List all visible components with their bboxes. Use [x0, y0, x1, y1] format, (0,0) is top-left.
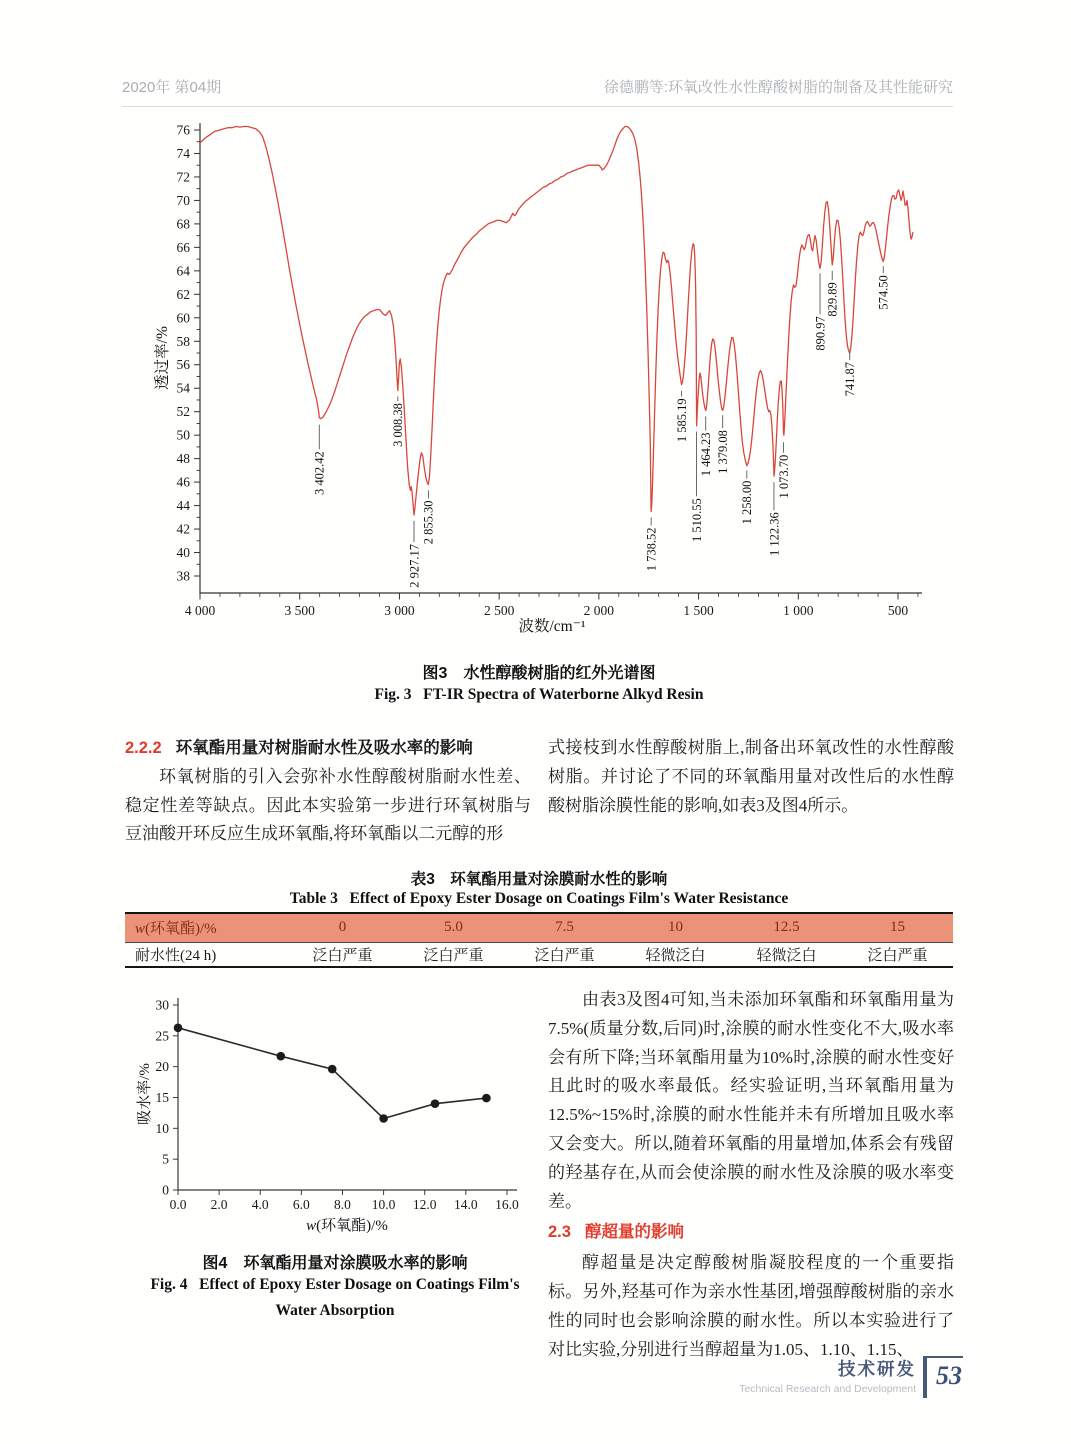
svg-text:1 585.19: 1 585.19 [674, 398, 689, 443]
section-number: 2.3 [548, 1223, 571, 1242]
table3-cell: 耐水性(24 h) [135, 947, 217, 964]
svg-text:1 500: 1 500 [683, 603, 714, 618]
svg-text:500: 500 [887, 603, 909, 618]
svg-text:2.0: 2.0 [210, 1197, 228, 1212]
footer-section-zh: 技术研发 [838, 1359, 916, 1379]
svg-text:3 500: 3 500 [284, 603, 315, 618]
svg-text:20: 20 [155, 1059, 169, 1075]
table3-title-zh: 表3 环氧酯用量对涂膜耐水性的影响 [410, 871, 668, 888]
svg-text:48: 48 [176, 451, 190, 467]
section-2-3-heading [548, 1218, 954, 1247]
right-column-bottom [548, 986, 954, 1364]
svg-text:829.89: 829.89 [825, 282, 840, 317]
svg-text:吸水率/%: 吸水率/% [137, 1063, 153, 1125]
svg-text:透过率/%: 透过率/% [154, 326, 171, 390]
fig3-caption-zh: 图3 水性醇酸树脂的红外光谱图 [422, 665, 656, 682]
table3-wrapper [125, 912, 953, 968]
footer-section-en: Technical Research and Development [739, 1383, 916, 1395]
page-footer [739, 1356, 962, 1398]
table3-header-value: 0 [338, 919, 347, 936]
left-column-top [125, 734, 531, 849]
table3-cell: 泛白严重 [534, 947, 595, 964]
svg-text:12.0: 12.0 [412, 1197, 437, 1212]
footer-divider-bar [923, 1356, 927, 1398]
svg-text:5: 5 [162, 1151, 169, 1167]
svg-text:74: 74 [176, 145, 190, 161]
table3-header-label: w(环氧酯)/% [135, 921, 217, 938]
svg-text:1 122.36: 1 122.36 [767, 512, 782, 557]
fig4-caption-en-line2: Water Absorption [275, 1302, 395, 1319]
svg-text:波数/cm⁻¹: 波数/cm⁻¹ [518, 618, 586, 635]
table3-cell: 轻微泛白 [756, 947, 817, 964]
paragraph: 由表3及图4可知,当未添加环氧酯和环氧酯用量为7.5%(质量分数,后同)时,涂膜的耐水性变化不大,吸水率会有所下降;当环氧酯用量为10%时,涂膜的耐水性变好且此时的吸水率最低。经实验证明,当环氧酯用量为12.5%~15%时,涂膜的耐水性能并未有所增加且吸水率又会变大。所以,随着环氧酯的用量增加,体系会有残留的羟基存在,从而会使涂膜的耐水性及涂膜的吸水率变差。 [548, 990, 954, 1211]
svg-text:0: 0 [162, 1182, 169, 1198]
svg-text:66: 66 [176, 239, 190, 255]
svg-text:1 258.00: 1 258.00 [740, 480, 755, 525]
svg-text:14.0: 14.0 [454, 1197, 478, 1212]
table3-cell: 泛白严重 [423, 947, 484, 964]
issue-info: 2020年 第04期 [122, 79, 222, 96]
table3-header-value: 5.0 [444, 919, 463, 936]
table3-header-value: 10 [668, 919, 683, 936]
svg-text:1 379.08: 1 379.08 [716, 430, 730, 474]
paragraph: 式接枝到水性醇酸树脂上,制备出环氧改性的水性醇酸树脂。并讨论了不同的环氧酯用量对改性后的水性醇酸树脂涂膜性能的影响,如表3及图4所示。 [548, 738, 954, 815]
svg-text:6.0: 6.0 [292, 1197, 310, 1212]
table3-cell: 轻微泛白 [645, 947, 706, 964]
table3-cell: 泛白严重 [867, 947, 928, 964]
svg-text:3 402.42: 3 402.42 [312, 451, 327, 495]
paragraph: 环氧树脂的引入会弥补水性醇酸树脂耐水性差、稳定性差等缺点。因此本实验第一步进行环氧树脂与豆油酸开环反应生成环氧酯,将环氧酯以二元醇的形 [125, 766, 531, 844]
table3-header-value: 7.5 [555, 919, 574, 936]
table3-title-en: Table 3 Effect of Epoxy Ester Dosage on Coatings Film's Water Resistance [289, 890, 789, 907]
svg-text:25: 25 [155, 1028, 169, 1044]
svg-text:4 000: 4 000 [184, 603, 216, 618]
svg-text:1 738.52: 1 738.52 [644, 527, 659, 572]
svg-text:72: 72 [176, 169, 190, 185]
svg-text:1 073.70: 1 073.70 [776, 454, 791, 499]
svg-text:44: 44 [176, 498, 190, 514]
svg-text:1 510.55: 1 510.55 [689, 498, 704, 542]
section-2-2-2-heading [125, 734, 531, 763]
svg-text:54: 54 [176, 380, 190, 396]
svg-text:64: 64 [176, 263, 190, 279]
svg-text:30: 30 [155, 997, 169, 1013]
svg-text:8.0: 8.0 [334, 1197, 351, 1212]
page-number: 53 [936, 1361, 962, 1390]
footer-labels [739, 1356, 916, 1395]
svg-text:52: 52 [176, 404, 190, 420]
section-title: 环氧酯用量对树脂耐水性及吸水率的影响 [175, 739, 473, 757]
svg-text:62: 62 [176, 286, 190, 302]
svg-text:w(环氧酯)/%: w(环氧酯)/% [306, 1218, 388, 1234]
table3-header-value: 12.5 [773, 919, 800, 936]
svg-text:60: 60 [176, 310, 190, 326]
svg-text:741.87: 741.87 [843, 362, 857, 397]
water-absorption-chart [125, 990, 545, 1246]
table3 [125, 912, 953, 968]
fig3-caption-en: Fig. 3 FT-IR Spectra of Waterborne Alkyd Resin [374, 686, 704, 703]
right-column-top [548, 734, 954, 820]
table3-data-row [125, 942, 953, 967]
svg-text:15: 15 [155, 1089, 169, 1105]
svg-text:1 464.23: 1 464.23 [699, 432, 714, 477]
svg-text:10.0: 10.0 [371, 1197, 396, 1212]
svg-text:76: 76 [176, 122, 190, 138]
svg-text:70: 70 [176, 192, 190, 208]
fig4-caption-en-line1: Fig. 4 Effect of Epoxy Ester Dosage on Coatings Film's [150, 1276, 520, 1293]
svg-text:0.0: 0.0 [169, 1197, 187, 1212]
fig4-caption-zh: 图4 环氧酯用量对涂膜吸水率的影响 [202, 1255, 468, 1272]
paragraph: 醇超量是决定醇酸树脂凝胶程度的一个重要指标。另外,羟基可作为亲水性基团,增强醇酸树脂的亲水性的同时也会影响涂膜的耐水性。所以本实验进行了对比实验,分别进行当醇超量为1.05、1.10、1.15、 [548, 1253, 954, 1359]
svg-text:50: 50 [176, 427, 190, 443]
page-header [122, 76, 953, 107]
ftir-spectrum-chart [125, 106, 970, 654]
svg-text:4.0: 4.0 [251, 1197, 269, 1212]
svg-text:1 000: 1 000 [783, 603, 814, 618]
svg-text:68: 68 [176, 216, 190, 232]
svg-text:3 008.38: 3 008.38 [391, 403, 406, 447]
table3-header-value: 15 [890, 919, 905, 936]
svg-text:2 000: 2 000 [583, 603, 615, 618]
section-number: 2.2.2 [125, 739, 162, 757]
section-title: 醇超量的影响 [584, 1223, 684, 1242]
svg-text:2 927.17: 2 927.17 [407, 544, 422, 588]
svg-text:42: 42 [176, 521, 190, 537]
svg-text:40: 40 [176, 545, 190, 561]
svg-text:56: 56 [176, 357, 190, 373]
svg-text:58: 58 [176, 333, 190, 349]
svg-text:16.0: 16.0 [495, 1197, 519, 1212]
svg-text:38: 38 [176, 568, 190, 584]
running-title: 徐德鹏等:环氧改性水性醇酸树脂的制备及其性能研究 [603, 79, 953, 96]
svg-text:2 855.30: 2 855.30 [421, 500, 436, 545]
svg-text:46: 46 [176, 474, 190, 490]
svg-text:2 500: 2 500 [483, 603, 515, 618]
table3-header-row [125, 913, 953, 942]
svg-text:890.97: 890.97 [813, 316, 828, 351]
svg-text:3 000: 3 000 [384, 603, 415, 618]
svg-text:574.50: 574.50 [876, 275, 891, 310]
table3-cell: 泛白严重 [312, 947, 373, 964]
svg-text:10: 10 [155, 1120, 169, 1136]
